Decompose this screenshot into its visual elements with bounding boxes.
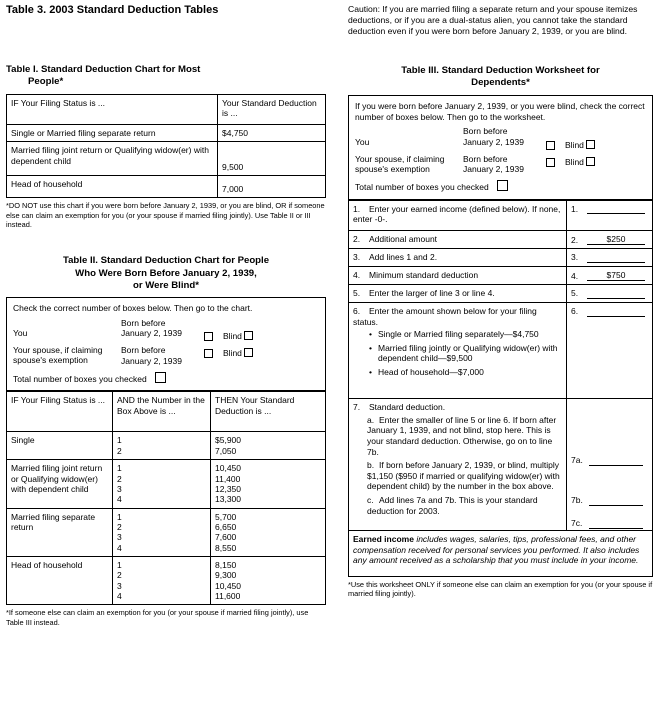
table-2-header-status: IF Your Filing Status is ... (7, 392, 113, 432)
worksheet-line-6-label: Enter the amount shown below for your filing status. (353, 306, 537, 327)
worksheet-line-2-value[interactable]: $250 (587, 234, 645, 246)
table-3-total-box[interactable] (497, 180, 508, 191)
worksheet-line-2-entry-number: 2. (571, 234, 579, 245)
table-3-spouse-label-line1: Your spouse, if claiming (355, 153, 445, 164)
worksheet-line-3-entry-number: 3. (571, 252, 579, 263)
worksheet-line-7b-entry-number: 7b. (571, 495, 583, 506)
worksheet-line (349, 399, 653, 531)
table-2-total-row (13, 372, 319, 385)
spacer (193, 318, 223, 322)
amount: 11,600 (215, 591, 241, 602)
worksheet-line-7b (367, 460, 562, 492)
worksheet-line-5-entry (567, 285, 653, 303)
table-2-you-blind-cell (223, 328, 275, 341)
table-2-section (6, 255, 326, 627)
worksheet-line-6-value[interactable] (587, 316, 645, 317)
table-2-row-3-status: Head of household (7, 557, 113, 605)
count: 4 (117, 591, 122, 602)
table-2-you-born-checkbox-cell (193, 328, 223, 342)
table-3-section (348, 65, 653, 599)
table-1-row-0-amount: $4,750 (218, 124, 326, 141)
table-2-spouse-row (13, 345, 319, 365)
table-3-born-header-row (355, 126, 646, 136)
table-3-born-before-line2-you: January 2, 1939 (463, 136, 524, 147)
worksheet-line-7-number: 7. (353, 402, 361, 413)
worksheet-line-1-entry-number: 1. (571, 203, 579, 214)
table-2-spouse-born-line1: Born before (121, 345, 166, 356)
worksheet-line-7-items (353, 415, 562, 517)
worksheet-line-3-value[interactable] (587, 262, 645, 263)
worksheet-line-7a-value[interactable] (589, 465, 643, 466)
amount: 8,150 (215, 560, 237, 571)
table-3-total-label: Total number of boxes you checked (355, 181, 489, 192)
worksheet-line (349, 230, 653, 249)
table-3-footnote: *Use this worksheet ONLY if someone else can claim an exemption for you (or your spouse if married filing jointly). (348, 580, 653, 599)
amount: 7,050 (215, 445, 237, 456)
earned-income-note (349, 531, 653, 577)
table-1-row-1-amount: 9,500 (218, 142, 326, 176)
worksheet-line-1-label: Enter your earned income (defined below). If none, enter -0-. (353, 203, 561, 225)
table-2-you-blind-checkbox[interactable] (244, 331, 253, 340)
count: 4 (117, 494, 122, 505)
table-3-you-born-checkbox[interactable] (546, 141, 555, 150)
worksheet-line-6-entry-number: 6. (571, 306, 579, 317)
count: 2 (117, 445, 122, 456)
table-3-title-line2: Dependents* (471, 77, 530, 89)
worksheet-line-4-number: 4. (353, 269, 361, 280)
worksheet-line-2-label: Additional amount (369, 233, 438, 244)
page-title: Table 3. 2003 Standard Deduction Tables (6, 4, 219, 16)
table-3-spouse-label (355, 154, 463, 174)
table-2-title-line3: or Were Blind* (133, 279, 199, 291)
table-3-instruction: If you were born before January 2, 1939, or you were blind, check the correct number of boxes below. Then go to the worksheet. (355, 100, 645, 122)
worksheet-line (349, 249, 653, 267)
worksheet-line-1-value[interactable] (587, 213, 645, 214)
table-1-title-line1: Table I. Standard Deduction Chart for Most (6, 64, 201, 75)
right-column (348, 4, 653, 599)
worksheet-line-3-entry (567, 249, 653, 267)
table-2-spouse-label (13, 345, 121, 365)
table-3-you-blind-cell (565, 137, 617, 150)
amount: 8,550 (215, 542, 237, 553)
count: 3 (117, 532, 122, 543)
table-3-title-line1: Table III. Standard Deduction Worksheet for (401, 65, 600, 76)
worksheet-line-7-text (349, 399, 567, 531)
table-2-total-label: Total number of boxes you checked (13, 373, 147, 384)
table-3-spouse-born-label (463, 154, 535, 174)
worksheet-line-7c-label: Add lines 7a and 7b. This is your standard deduction for 2003. (367, 495, 538, 516)
table-3-worksheet (348, 200, 653, 578)
table-1-row-2-status: Head of household (7, 176, 218, 198)
table-2-spouse-born-checkbox-cell (193, 345, 223, 359)
earned-income-note-lead: Earned income (353, 534, 414, 545)
worksheet-line-6-bullets (367, 329, 562, 377)
table-2-header-deduction: THEN Your Standard Deduction is ... (211, 392, 326, 432)
amount: 5,700 (215, 511, 237, 522)
table-2-row-2-amounts (211, 508, 326, 556)
table-1-header-status: IF Your Filing Status is ... (7, 94, 218, 124)
table-2-row-3-counts (113, 557, 211, 605)
worksheet-line-7a-entry (571, 455, 643, 466)
worksheet-line-1-entry (567, 200, 653, 230)
table-row (7, 508, 326, 556)
table-3-total-row (355, 180, 646, 193)
table-3-spouse-born-line2: January 2, 1939 (463, 163, 524, 174)
worksheet-line-4-entry (567, 266, 653, 285)
worksheet-line-4-entry-number: 4. (571, 270, 579, 281)
table-1-row-2-amount: 7,000 (218, 176, 326, 198)
worksheet-line (349, 200, 653, 230)
amount: 12,350 (215, 483, 241, 494)
worksheet-line-7c-entry (571, 518, 643, 529)
amount: 11,400 (215, 473, 241, 484)
table-3-you-blind-checkbox[interactable] (586, 140, 595, 149)
table-3-spouse-born-line1: Born before (463, 153, 508, 164)
worksheet-line-2-text (349, 230, 567, 249)
count: 1 (117, 463, 122, 474)
table-row (7, 176, 326, 198)
worksheet-line-7c-value[interactable] (589, 528, 643, 529)
table-2-born-before-label (121, 318, 193, 328)
count: 2 (117, 473, 122, 484)
worksheet-line-7c (367, 495, 562, 516)
table-2-row-1-status: Married filing joint return or Qualifying widow(er) with dependent child (7, 460, 113, 508)
count: 4 (117, 542, 122, 553)
amount: 7,600 (215, 532, 237, 543)
table-2-row-0-status: Single (7, 432, 113, 460)
worksheet-line-7-entries (567, 399, 653, 531)
table-2-header-row (7, 392, 326, 432)
table-1-section (6, 64, 326, 229)
worksheet-note-row (349, 531, 653, 577)
table-1-row-0-status: Single or Married filing separate return (7, 124, 218, 141)
table-2-instruction: Check the correct number of boxes below. Then go to the chart. (13, 303, 253, 314)
amount: 10,450 (215, 463, 241, 474)
table-2-spouse-blind-cell (223, 345, 275, 358)
table-3-spouse-born-checkbox[interactable] (546, 158, 555, 167)
table-2-row-3-amounts (211, 557, 326, 605)
worksheet-line-7b-entry (571, 495, 643, 506)
table-2-footnote: *If someone else can claim an exemption for you (or your spouse if married filing jointly), use Table III instead. (6, 608, 309, 627)
amount: $5,900 (215, 435, 241, 446)
worksheet-line-7b-letter: b. (367, 460, 375, 471)
table-2-born-before-line2-you: January 2, 1939 (121, 328, 182, 339)
table-3-born-before-line1: Born before (463, 126, 508, 137)
worksheet-line-5-label: Enter the larger of line 3 or line 4. (369, 288, 495, 299)
amount: 13,300 (215, 494, 241, 505)
table-1 (6, 94, 326, 198)
worksheet-line-6-text (349, 303, 567, 399)
table-1-header-deduction: Your Standard Deduction is ... (218, 94, 326, 124)
table-2-row-0-amounts (211, 432, 326, 460)
amount: 6,650 (215, 521, 237, 532)
list-item: • Single or Married filing separately—$4,750 (378, 329, 562, 340)
worksheet-line-7-label: Standard deduction. (369, 402, 446, 413)
caution-note: Caution: If you are married filing a separate return and your spouse itemizes deductions, or if you are a dual-status alien, you cannot take the standard deduction even if you were born before January 2, 1939, or you are blind. (348, 4, 638, 36)
list-item: • Head of household—$7,000 (378, 367, 562, 378)
worksheet-line-3-label: Add lines 1 and 2. (369, 252, 438, 263)
table-2-born-header-row (13, 318, 319, 328)
worksheet-line-7b-value[interactable] (589, 505, 643, 506)
table-2-title-line2: Who Were Born Before January 2, 1939, (75, 267, 257, 279)
table-row (7, 460, 326, 508)
table-3-spouse-blind-label: Blind (565, 156, 584, 167)
count: 3 (117, 580, 122, 591)
table-3-spouse-blind-cell (565, 154, 617, 167)
table-2-row-1-amounts (211, 460, 326, 508)
worksheet-line-6-entry (567, 303, 653, 399)
spacer (535, 126, 565, 130)
worksheet-line-3-text (349, 249, 567, 267)
count: 1 (117, 511, 122, 522)
table-3-title (348, 65, 653, 90)
table-1-row-1-status: Married filing joint return or Qualifying widow(er) with dependent child (7, 142, 218, 176)
worksheet-line-4-text (349, 266, 567, 285)
table-2-total-box[interactable] (155, 372, 166, 383)
worksheet-line-4-label: Minimum standard deduction (369, 269, 479, 280)
table-2-spouse-born-line2: January 2, 1939 (121, 355, 182, 366)
table-2-spouse-born-checkbox[interactable] (204, 349, 213, 358)
worksheet-line-3-number: 3. (353, 252, 361, 263)
table-row (7, 124, 326, 141)
table-3-spouse-label-line2: spouse's exemption (355, 163, 430, 174)
worksheet-line-7b-label: If born before January 2, 1939, or blind, multiply $1,150 ($950 if married or qualifying widow(er) with dependent child) by the number in the box above. (367, 460, 560, 492)
table-2-row-0-counts (113, 432, 211, 460)
spacer (565, 126, 617, 129)
worksheet-line-6-number: 6. (353, 306, 361, 317)
count: 2 (117, 521, 122, 532)
table-3-you-row (355, 137, 646, 151)
count: 2 (117, 570, 122, 581)
table-2-spouse-born-label (121, 345, 193, 365)
table-3-spouse-blind-checkbox[interactable] (586, 157, 595, 166)
table-2-spouse-blind-label: Blind (223, 348, 242, 359)
table-row (7, 432, 326, 460)
worksheet-line-7a-letter: a. (367, 414, 375, 425)
worksheet-line-2-number: 2. (353, 233, 361, 244)
worksheet-line-7c-letter: c. (367, 495, 374, 506)
table-2-spouse-label-line1: Your spouse, if claiming (13, 345, 103, 356)
table-2-row-1-counts (113, 460, 211, 508)
worksheet-line-5-value[interactable] (587, 298, 645, 299)
worksheet-line (349, 303, 653, 399)
table-1-title-line2: People* (28, 76, 64, 88)
amount: 10,450 (215, 580, 241, 591)
table-2 (6, 391, 326, 605)
table-1-header-row (7, 94, 326, 124)
worksheet-line (349, 266, 653, 285)
worksheet-line-1-number: 1. (353, 203, 361, 214)
spacer (223, 318, 275, 321)
table-3-you-born-checkbox-cell (535, 137, 565, 151)
worksheet-line (349, 285, 653, 303)
table-2-spouse-label-line2: spouse's exemption (13, 355, 88, 366)
table-2-you-label: You (13, 328, 28, 339)
table-3-you-blind-label: Blind (565, 139, 584, 150)
table-2-row-2-counts (113, 508, 211, 556)
table-2-born-before-line1: Born before (121, 318, 166, 329)
earned-income-note-body: includes wages, salaries, tips, professional fees, and other compensation received for personal services you performed. It also includes any amount received as a scholarship that you must include in your income. (353, 534, 640, 566)
table-2-title-line1: Table II. Standard Deduction Chart for People (62, 255, 270, 267)
table-row (7, 557, 326, 605)
table-2-you-blind-label: Blind (223, 331, 242, 342)
worksheet-line-1-text (349, 200, 567, 230)
count: 1 (117, 435, 122, 446)
count: 1 (117, 560, 122, 571)
worksheet-line-4-value[interactable]: $750 (587, 270, 645, 282)
worksheet-line-7a-entry-number: 7a. (571, 455, 583, 466)
worksheet-line-7c-entry-number: 7c. (571, 518, 583, 529)
list-item: • Married filing jointly or Qualifying widow(er) with dependent child—$9,500 (378, 343, 562, 364)
worksheet-line-7a-label: Enter the smaller of line 5 or line 6. If born after January 1, 1939, and not blind, stop here. This is your standard deduction. Otherwise, go on to line 7b. (367, 414, 557, 457)
worksheet-line-5-text (349, 285, 567, 303)
table-2-header-count: AND the Number in the Box Above is ... (113, 392, 211, 432)
table-3-spouse-born-checkbox-cell (535, 154, 565, 168)
table-3-spouse-row (355, 154, 646, 174)
table-row (7, 142, 326, 176)
table-2-row-2-status: Married filing separate return (7, 508, 113, 556)
table-1-footnote: *DO NOT use this chart if you were born before January 2, 1939, or you are blind, OR if someone else can claim an exemption for you (or your spouse if married filing jointly). Use Table II or III instead. (6, 201, 325, 229)
left-column (6, 4, 326, 627)
worksheet-line-5-entry-number: 5. (571, 288, 579, 299)
table-1-title (6, 64, 326, 89)
amount: 9,300 (215, 570, 237, 581)
table-2-you-born-checkbox[interactable] (204, 332, 213, 341)
worksheet-line-5-number: 5. (353, 288, 361, 299)
table-2-you-row (13, 328, 319, 342)
count: 3 (117, 483, 122, 494)
worksheet-line-2-entry (567, 230, 653, 249)
table-2-spouse-blind-checkbox[interactable] (244, 348, 253, 357)
table-3-you-label: You (355, 136, 370, 147)
table-3-checkbox-panel (348, 95, 653, 200)
table-2-title (6, 255, 326, 292)
worksheet-line-7a (367, 415, 562, 458)
table-2-checkbox-panel (6, 297, 326, 391)
